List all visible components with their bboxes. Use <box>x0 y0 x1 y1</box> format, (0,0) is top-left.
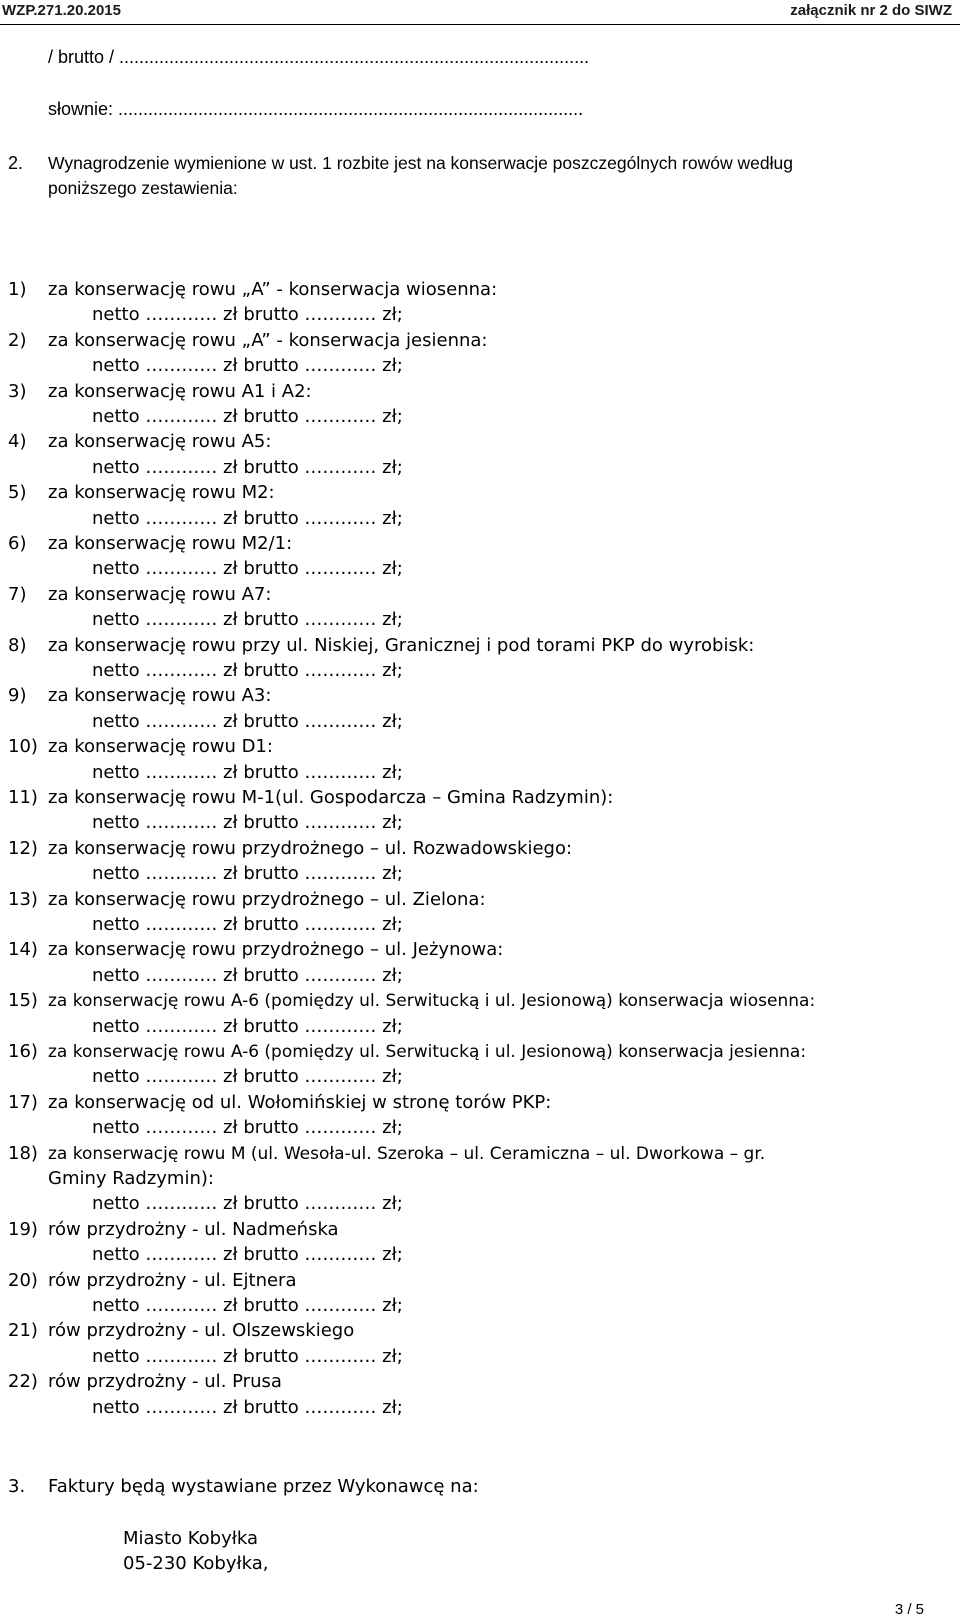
item-number: 1) <box>8 279 27 300</box>
item-description: za konserwację rowu A3: <box>48 685 272 707</box>
item-description: rów przydrożny - ul. Nadmeńska <box>48 1218 339 1240</box>
item-price-line: netto ………… zł brutto ………… zł; <box>92 1396 403 1418</box>
item-number: 5) <box>8 482 27 504</box>
item-description: rów przydrożny - ul. Ejtnera <box>48 1269 297 1291</box>
item-price-line: netto ………… zł brutto ………… zł; <box>92 1066 403 1088</box>
item-price-line: netto ………… zł brutto ………… zł; <box>92 812 403 834</box>
item-number: 20) <box>8 1269 38 1291</box>
item-number: 22) <box>8 1371 38 1393</box>
item-price-line: netto ………… zł brutto ………… zł; <box>92 1295 403 1316</box>
item-price-line: netto ………… zł brutto ………… zł; <box>92 761 403 783</box>
item-description: za konserwację rowu M (ul. Wesoła-ul. Szeroka – ul. Ceramiczna – ul. Dworkowa – gr. <box>48 1143 766 1164</box>
section-2-text-line2: poniższego zestawienia: <box>48 178 238 198</box>
item-price-line: netto ………… zł brutto ………… zł; <box>92 355 403 377</box>
item-number: 14) <box>8 939 38 961</box>
item-description: za konserwację rowu „A” - konserwacja wiosenna: <box>48 279 498 300</box>
item-price-line: netto ………… zł brutto ………… zł; <box>92 1244 403 1266</box>
section-2-number: 2. <box>8 153 24 173</box>
attachment-label: załącznik nr 2 do SIWZ <box>790 2 952 19</box>
item-number: 18) <box>8 1142 38 1164</box>
page-number: 3 / 5 <box>894 1601 924 1618</box>
document-reference: WZP.271.20.2015 <box>2 2 121 19</box>
item-price-line: netto ………… zł brutto ………… zł; <box>92 406 403 427</box>
item-number: 21) <box>8 1320 38 1342</box>
item-description: za konserwację rowu przydrożnego – ul. Zielona: <box>48 888 486 910</box>
item-price-line: netto ………… zł brutto ………… zł; <box>92 660 403 681</box>
section-2-text-line1: Wynagrodzenie wymienione w ust. 1 rozbite jest na konserwacje poszczególnych rowów według <box>48 153 793 173</box>
item-price-line: netto ………… zł brutto ………… zł; <box>92 609 403 631</box>
item-price-line: netto ………… zł brutto ………… zł; <box>92 863 403 885</box>
item-number: 12) <box>8 837 38 859</box>
item-number: 10) <box>8 736 38 758</box>
item-number: 16) <box>8 1041 38 1062</box>
address-line-2: 05-230 Kobyłka, <box>123 1553 269 1574</box>
item-description: za konserwację rowu D1: <box>48 736 273 758</box>
item-description: za konserwację rowu A1 i A2: <box>48 380 312 402</box>
item-price-line: netto ………… zł brutto ………… zł; <box>92 1193 403 1215</box>
item-number: 3) <box>8 380 27 402</box>
item-number: 8) <box>8 634 27 656</box>
item-description: za konserwację rowu A-6 (pomiędzy ul. Serwitucką i ul. Jesionową) konserwacja jesienna: <box>48 1042 807 1062</box>
item-description: rów przydrożny - ul. Olszewskiego <box>48 1320 355 1342</box>
item-price-line: netto ………… zł brutto ………… zł; <box>92 507 403 529</box>
item-price-line: netto ………… zł brutto ………… zł; <box>92 304 403 326</box>
item-description: za konserwację rowu przydrożnego – ul. Jeżynowa: <box>48 939 504 961</box>
item-number: 2) <box>8 329 27 351</box>
item-description: za konserwację rowu przy ul. Niskiej, Granicznej i pod torami PKP do wyrobisk: <box>48 634 755 656</box>
item-number: 7) <box>8 583 27 605</box>
item-number: 15) <box>8 990 38 1012</box>
item-price-line: netto ………… zł brutto ………… zł; <box>92 1117 403 1139</box>
item-description: za konserwację od ul. Wołomińskiej w stronę torów PKP: <box>48 1091 552 1113</box>
item-number: 19) <box>8 1218 38 1240</box>
item-number: 11) <box>8 787 38 808</box>
item-description: za konserwację rowu A-6 (pomiędzy ul. Serwitucką i ul. Jesionową) konserwacja wiosenna: <box>48 991 816 1012</box>
brutto-line: / brutto / .............................................................................................. <box>48 47 590 67</box>
page-header <box>0 0 960 28</box>
section-3-text: Faktury będą wystawiane przez Wykonawcę na: <box>48 1476 479 1497</box>
item-price-line: netto ………… zł brutto ………… zł; <box>92 1345 403 1367</box>
section-3-number: 3. <box>8 1476 26 1497</box>
item-number: 6) <box>8 533 27 554</box>
item-description: za konserwację rowu przydrożnego – ul. Rozwadowskiego: <box>48 837 573 859</box>
item-price-line: netto ………… zł brutto ………… zł; <box>92 456 403 478</box>
item-description-continued: Gminy Radzymin): <box>48 1168 214 1189</box>
item-description: za konserwację rowu A7: <box>48 583 272 605</box>
item-description: za konserwację rowu M2/1: <box>48 533 293 554</box>
item-price-line: netto ………… zł brutto ………… zł; <box>92 1015 403 1037</box>
item-price-line: netto ………… zł brutto ………… zł; <box>92 558 403 580</box>
item-price-line: netto ………… zł brutto ………… zł; <box>92 710 403 732</box>
item-description: rów przydrożny - ul. Prusa <box>48 1371 282 1393</box>
item-description: za konserwację rowu M-1(ul. Gospodarcza – Gmina Radzymin): <box>48 787 614 808</box>
item-description: za konserwację rowu „A” - konserwacja jesienna: <box>48 329 488 351</box>
address-line-1: Miasto Kobyłka <box>123 1528 258 1549</box>
slownie-line: słownie: ............................................................................................. <box>48 99 584 119</box>
item-description: za konserwację rowu M2: <box>48 482 275 504</box>
item-price-line: netto ………… zł brutto ………… zł; <box>92 914 403 935</box>
item-price-line: netto ………… zł brutto ………… zł; <box>92 964 403 986</box>
item-number: 9) <box>8 685 27 707</box>
header-divider <box>0 24 960 25</box>
item-number: 13) <box>8 888 38 910</box>
item-description: za konserwację rowu A5: <box>48 431 272 453</box>
item-number: 4) <box>8 431 27 453</box>
item-number: 17) <box>8 1091 38 1113</box>
